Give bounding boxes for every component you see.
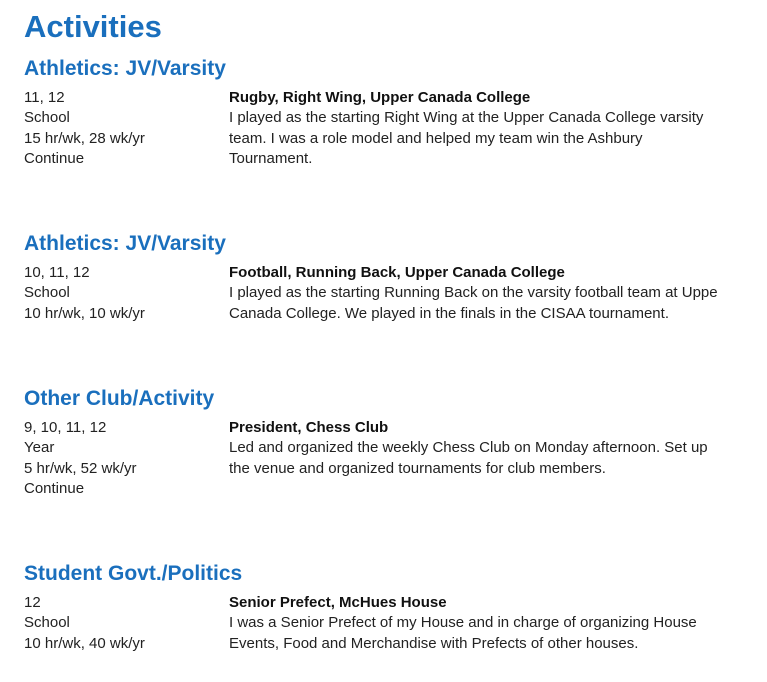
activity-category: Other Club/Activity <box>24 387 215 410</box>
activity-status: Continue <box>24 479 85 497</box>
activity-status: Continue <box>24 149 85 167</box>
activity-meta <box>24 593 224 654</box>
activity-description-line: Tournament. <box>229 149 313 167</box>
activity-timing: School <box>24 284 70 302</box>
activity-title: Senior Prefect, McHues House <box>229 594 447 611</box>
activity-entry <box>24 231 767 322</box>
activity-entry <box>24 561 767 652</box>
activity-description-line: Events, Food and Merchandise with Prefects of other houses. <box>229 634 639 652</box>
activity-description-line: I played as the starting Right Wing at the Upper Canada College varsity <box>229 109 704 127</box>
activity-title: Rugby, Right Wing, Upper Canada College <box>229 89 531 106</box>
activity-meta <box>24 88 224 169</box>
page-title: Activities <box>24 9 162 44</box>
activity-hours: 5 hr/wk, 52 wk/yr <box>24 459 137 477</box>
activity-description-line: I was a Senior Prefect of my House and in charge of organizing House <box>229 614 697 632</box>
activity-hours: 10 hr/wk, 40 wk/yr <box>24 634 145 652</box>
activity-hours: 10 hr/wk, 10 wk/yr <box>24 304 145 322</box>
activity-entry <box>24 386 767 497</box>
activity-timing: School <box>24 109 70 127</box>
activity-detail <box>229 263 767 324</box>
activity-category: Athletics: JV/Varsity <box>24 57 226 80</box>
activity-timing: Year <box>24 439 55 457</box>
activity-detail <box>229 593 767 654</box>
activity-meta <box>24 263 224 324</box>
activity-category: Athletics: JV/Varsity <box>24 232 226 255</box>
activity-timing: School <box>24 614 70 632</box>
activity-hours: 15 hr/wk, 28 wk/yr <box>24 129 145 147</box>
activity-grades: 12 <box>24 594 41 611</box>
activity-description-line: Canada College. We played in the finals in the CISAA tournament. <box>229 304 669 322</box>
activity-title: President, Chess Club <box>229 419 389 436</box>
activity-entry <box>24 56 767 167</box>
activity-detail <box>229 418 767 479</box>
activity-category: Student Govt./Politics <box>24 562 243 585</box>
activity-meta <box>24 418 224 499</box>
activity-description-line: Led and organized the weekly Chess Club on Monday afternoon. Set up <box>229 439 708 457</box>
activity-description-line: the venue and organized tournaments for club members. <box>229 459 606 477</box>
activity-grades: 11, 12 <box>24 89 65 106</box>
activity-description-line: I played as the starting Running Back on the varsity football team at Uppe <box>229 284 718 302</box>
activity-grades: 9, 10, 11, 12 <box>24 419 107 436</box>
activity-detail <box>229 88 767 169</box>
activity-description-line: team. I was a role model and helped my team win the Ashbury <box>229 129 643 147</box>
activity-title: Football, Running Back, Upper Canada College <box>229 264 565 281</box>
activity-grades: 10, 11, 12 <box>24 264 90 281</box>
